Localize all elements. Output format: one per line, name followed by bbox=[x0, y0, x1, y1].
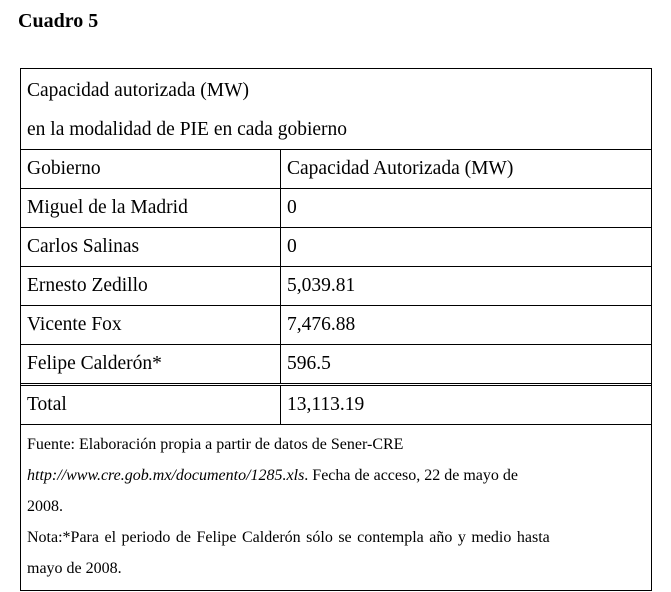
source-note: Fuente: Elaboración propia a partir de datos de Sener-CRE bbox=[27, 436, 404, 453]
total-value: 13,113.19 bbox=[287, 394, 365, 415]
table-notes bbox=[21, 425, 651, 590]
table-row bbox=[21, 228, 651, 267]
caption-line-1: Capacidad autorizada (MW) bbox=[27, 80, 249, 101]
cell-gobierno: Felipe Calderón* bbox=[21, 345, 281, 383]
caption-line-2: en la modalidad de PIE en cada gobierno bbox=[27, 119, 348, 140]
table-row bbox=[21, 345, 651, 386]
source-url: http://www.cre.gob.mx/documento/1285.xls bbox=[27, 467, 305, 484]
source-access-date: . Fecha de acceso, 22 de mayo de bbox=[304, 467, 518, 484]
cell-gobierno: Carlos Salinas bbox=[21, 228, 281, 266]
total-label: Total bbox=[21, 386, 281, 424]
cell-capacidad: 5,039.81 bbox=[287, 275, 356, 296]
cell-gobierno: Miguel de la Madrid bbox=[21, 189, 281, 227]
cell-capacidad: 7,476.88 bbox=[287, 314, 356, 335]
header-gobierno: Gobierno bbox=[21, 150, 281, 188]
table-row bbox=[21, 267, 651, 306]
source-url-line bbox=[27, 460, 645, 491]
table-caption bbox=[21, 69, 651, 150]
cell-capacidad: 0 bbox=[287, 236, 297, 257]
source-year: 2008. bbox=[27, 498, 63, 515]
nota-line-1: Nota:*Para el periodo de Felipe Calderón sólo se contempla año y medio hasta bbox=[27, 529, 550, 546]
total-row bbox=[21, 386, 651, 425]
data-table bbox=[20, 68, 652, 591]
header-capacidad: Capacidad Autorizada (MW) bbox=[287, 158, 514, 179]
cell-gobierno: Ernesto Zedillo bbox=[21, 267, 281, 305]
table-row bbox=[21, 189, 651, 228]
header-row bbox=[21, 150, 651, 189]
table-row bbox=[21, 306, 651, 345]
nota-line-2: mayo de 2008. bbox=[27, 560, 122, 577]
cell-capacidad: 596.5 bbox=[287, 353, 331, 374]
cell-capacidad: 0 bbox=[287, 197, 297, 218]
table-title: Cuadro 5 bbox=[18, 10, 99, 32]
cell-gobierno: Vicente Fox bbox=[21, 306, 281, 344]
